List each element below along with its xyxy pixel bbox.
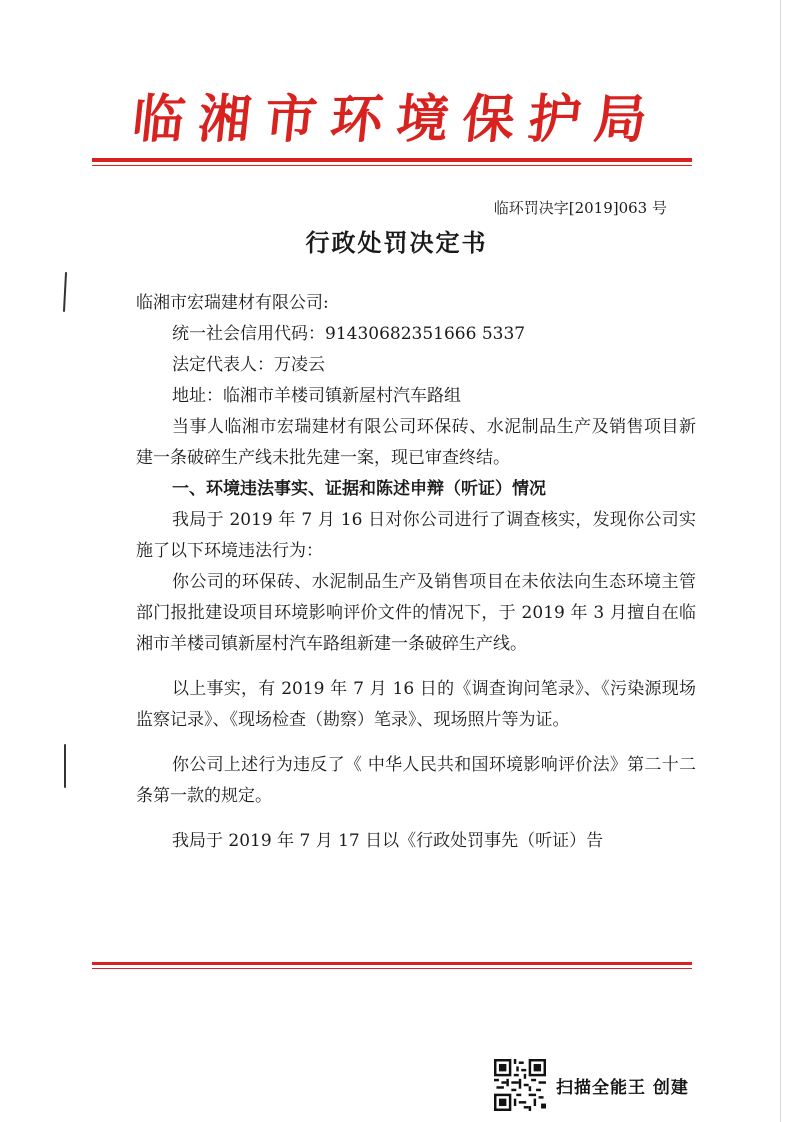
footer-rule-thin — [92, 968, 692, 969]
page-edge — [780, 0, 781, 1122]
qr-code-icon — [494, 1059, 546, 1111]
document-number: 临环罚决字[2019]063 号 — [493, 199, 667, 217]
investigation-paragraph: 我局于 2019 年 7 月 16 日对你公司进行了调查核实，发现你公司实施了以下环境违法行为： — [136, 510, 696, 561]
margin-mark-bottom — [64, 744, 66, 788]
evidence-paragraph: 以上事实，有 2019 年 7 月 16 日的《调查询问笔录》、《污染源现场监察记录》、《现场检查（勘察）笔录》、现场照片等为证。 — [136, 679, 696, 730]
party-name: 临湘市宏瑞建材有限公司: — [136, 293, 329, 313]
document-body — [136, 288, 696, 857]
violation-paragraph: 你公司的环保砖、水泥制品生产及销售项目在未依法向生态环境主管部门报批建设项目环境影响评价文件的情况下，于 2019 年 3 月擅自在临湘市羊楼司镇新屋村汽车路组新建一条破碎生产线。 — [136, 572, 696, 654]
intro-paragraph: 当事人临湘市宏瑞建材有限公司环保砖、水泥制品生产及销售项目新建一条破碎生产线未批先建一案，现已审查终结。 — [136, 417, 696, 468]
representative-line: 法定代表人：万凌云 — [172, 355, 325, 375]
scanner-label: 扫描全能王 创建 — [556, 1077, 689, 1098]
legal-basis-paragraph: 你公司上述行为违反了《 中华人民共和国环境影响评价法》第二十二条第一款的规定。 — [136, 755, 696, 806]
scanner-watermark — [494, 1058, 689, 1112]
notice-paragraph: 我局于 2019 年 7 月 17 日以《行政处罚事先（听证）告 — [172, 831, 604, 851]
footer-rule-thick — [92, 962, 692, 965]
document-title: 行政处罚决定书 — [305, 229, 488, 257]
address-line: 地址：临湘市羊楼司镇新屋村汽车路组 — [172, 386, 461, 406]
letterhead-rule-thin — [92, 165, 692, 166]
letterhead-title: 临湘市环境保护局 — [129, 90, 664, 150]
margin-mark-top — [63, 272, 67, 312]
section-1-heading: 一、环境违法事实、证据和陈述申辩（听证）情况 — [172, 479, 546, 499]
credit-code-line: 统一社会信用代码：91430682351666 5337 — [172, 324, 526, 344]
letterhead-rule-thick — [92, 158, 692, 162]
